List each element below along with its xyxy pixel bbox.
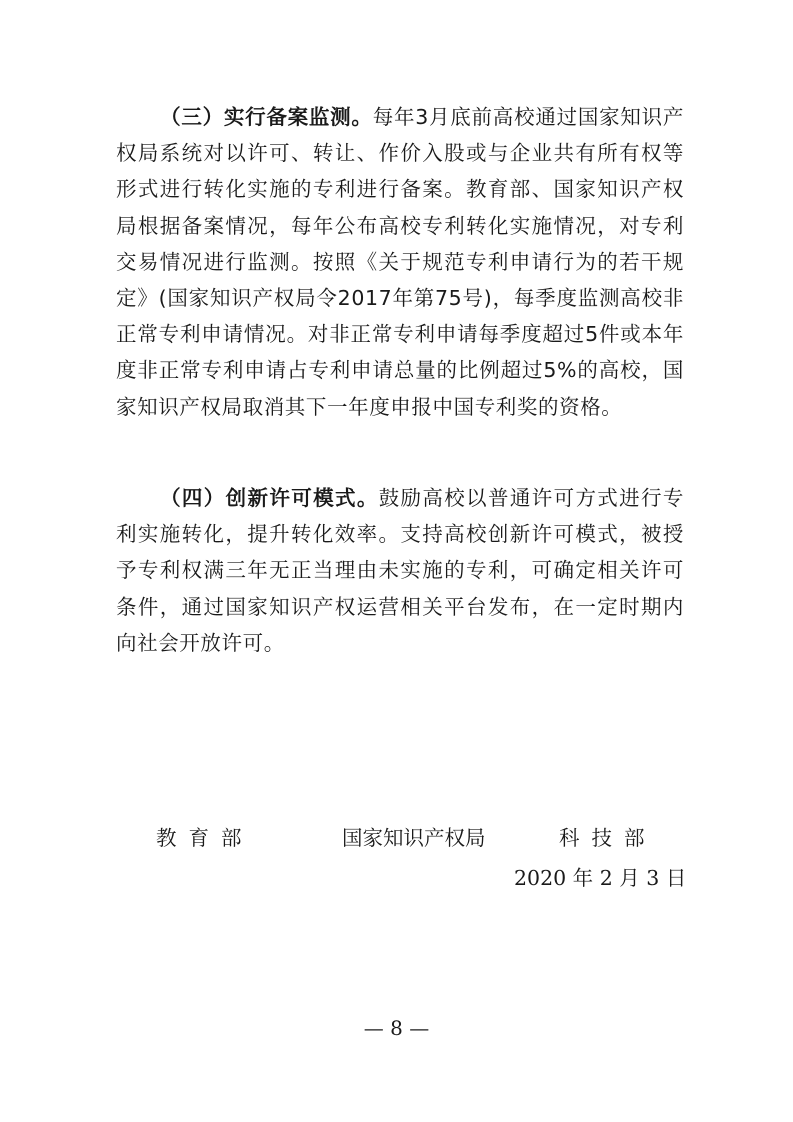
section-3-heading: （三）实行备案监测。 xyxy=(160,105,373,129)
page-number: — 8 — xyxy=(363,1016,430,1040)
signature-cnipa: 国家知识产权局 xyxy=(342,826,486,850)
section-4 xyxy=(116,480,684,661)
section-4-heading: （四）创新许可模式。 xyxy=(160,486,379,510)
section-3-paragraph xyxy=(116,99,684,425)
section-4-paragraph xyxy=(116,480,684,661)
document-date: 2020 年 2 月 3 日 xyxy=(514,866,687,890)
section-4-body: 鼓励高校以普通许可方式进行专利实施转化，提升转化效率。支持高校创新许可模式，被授予专利权满三年无正当理由未实施的专利，可确定相关许可条件，通过国家知识产权运营相关平台发布，在一定时期内向社会开放许可。 xyxy=(116,486,684,655)
signature-ministry-of-science: 科技部 xyxy=(559,826,657,850)
section-3-body: 每年3月底前高校通过国家知识产权局系统对以许可、转让、作价入股或与企业共有所有权等形式进行转化实施的专利进行备案。教育部、国家知识产权局根据备案情况，每年公布高校专利转化实施情况，对专利交易情况进行监测。按照《关于规范专利申请行为的若干规定》(国家知识产权局令2017年第75号)，每季度监测高校非正常专利申请情况。对非正常专利申请每季度超过5件或本年度非正常专利申请占专利申请总量的比例超过5%的高校，国家知识产权局取消其下一年度申报中国专利奖的资格。 xyxy=(116,105,684,419)
section-3 xyxy=(116,99,684,425)
signature-ministry-of-education: 教育部 xyxy=(156,826,254,850)
